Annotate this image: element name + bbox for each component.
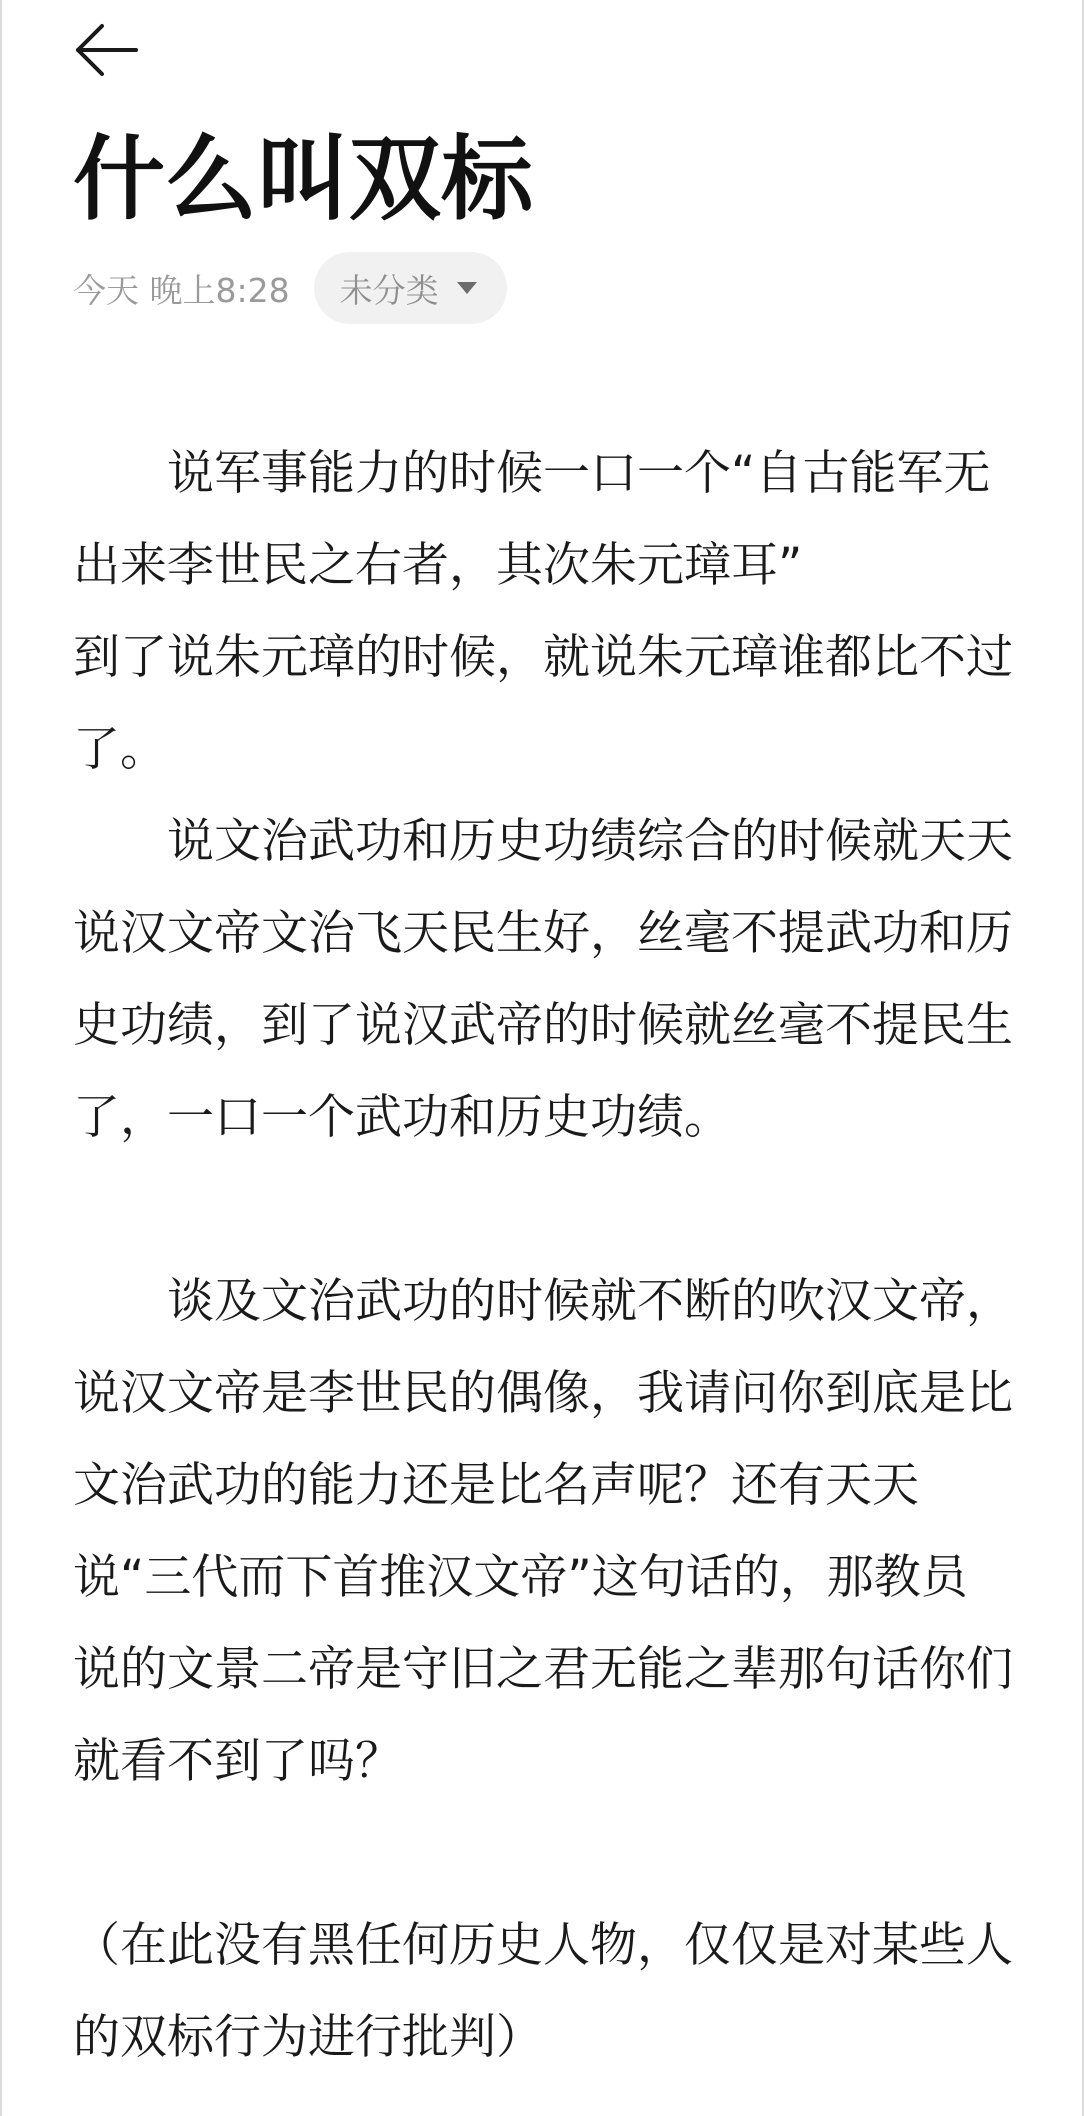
note-timestamp: 今天 晚上8:28 bbox=[73, 270, 290, 310]
arrow-left-icon bbox=[70, 12, 142, 84]
paragraph: 谈及文治武功的时候就不断的吹汉文帝，说汉文帝是李世民的偶像，我请问你到底是比文治武功的能力还是比名声呢？还有天天说“三代而下首推汉文帝”这句话的，那教员说的文景二帝是守旧之君无能之辈那句话你们就看不到了吗？ bbox=[73, 1274, 1013, 1789]
blank-line bbox=[73, 1808, 1013, 1900]
caret-down-icon bbox=[457, 282, 477, 294]
paragraph: 到了说朱元璋的时候，就说朱元璋谁都比不过了。 bbox=[73, 630, 1013, 777]
note-title: 什么叫双标 bbox=[73, 126, 534, 233]
left-border bbox=[0, 0, 2, 2116]
back-button[interactable] bbox=[70, 12, 142, 84]
blank-line bbox=[73, 1164, 1013, 1256]
note-body[interactable] bbox=[73, 428, 1013, 2084]
note-meta bbox=[73, 252, 507, 324]
category-dropdown[interactable] bbox=[314, 252, 507, 324]
paragraph: 说文治武功和历史功绩综合的时候就天天说汉文帝文治飞天民生好，丝毫不提武功和历史功绩，到了说汉武帝的时候就丝毫不提民生了，一口一个武功和历史功绩。 bbox=[73, 814, 1013, 1145]
paragraph: 说军事能力的时候一口一个“自古能军无出来李世民之右者，其次朱元璋耳” bbox=[73, 446, 991, 593]
category-label: 未分类 bbox=[339, 270, 439, 310]
paragraph: （在此没有黑任何历史人物，仅仅是对某些人的双标行为进行批判） bbox=[73, 1918, 1013, 2065]
